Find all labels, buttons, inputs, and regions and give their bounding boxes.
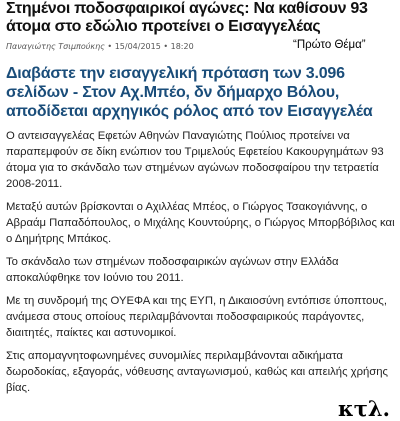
publish-time: 18:20 bbox=[170, 42, 194, 51]
article-subheading: Διαβάστε την εισαγγελική πρόταση των 3.096 σελίδων - Στον Αχ.Μπέο, δν δήμαρχο Βόλου, αποδίδεται αρχηγικός ρόλος από τον Εισαγγελέα bbox=[6, 65, 373, 120]
article-paragraph: Στις απομαγνητοφωνημένες συνομιλίες περιλαμβάνονται αδικήματα δωροδοκίας, εξαγοράς, νόθευσης ανταγωνισμού, καθώς και απειλής χρήσης βίας. bbox=[6, 350, 388, 394]
article-paragraph: Το σκάνδαλο των στημένων ποδοσφαιρικών αγώνων στην Ελλάδα αποκαλύφθηκε τον Ιούνιο του 2011. bbox=[6, 256, 339, 284]
byline-separator: • bbox=[107, 42, 115, 51]
author-name[interactable]: Παναγιώτης Τσιμπούκης bbox=[6, 42, 105, 51]
article-byline bbox=[6, 42, 194, 51]
byline-separator: • bbox=[163, 42, 171, 51]
publish-date: 15/04/2015 bbox=[114, 42, 161, 51]
article-headline: Στημένοι ποδοσφαιρικοί αγώνες: Να καθίσουν 93 άτομα στο εδώλιο προτείνει ο Εισαγγελέας bbox=[6, 0, 368, 35]
article-paragraph: Με τη συνδρομή της ΟΥΕΦΑ και της ΕΥΠ, η Δικαιοσύνη εντόπισε ύποπτους, ανάμεσα στους οποίους περιλαμβάνονται ποδοσφαιρικούς παράγοντες, διαιτητές, παίκτες και αστυνομικοί. bbox=[6, 295, 387, 339]
article-paragraph: Ο αντεισαγγελέας Εφετών Αθηνών Παναγιώτης Πούλιος προτείνει να παραπεμφούν σε δίκη ενώπιον του Τριμελούς Εφετείου Κακουργημάτων 93 άτομα για το σκάνδαλο των στημένων αγώνων ποδοσφαίρου την τετραετία 2008-2011. bbox=[6, 130, 384, 190]
source-label: “Πρώτο Θέμα” bbox=[293, 39, 366, 51]
article-body bbox=[6, 128, 398, 403]
ending-annotation: κτλ. bbox=[338, 396, 390, 421]
article-paragraph: Μεταξύ αυτών βρίσκονται ο Αχιλλέας Μπέος, ο Γιώργος Τσακογιάννης, ο Αβραάμ Παπαδόπουλος, ο Μιχάλης Κουντούρης, ο Γιώργος Μπορβόβιλος και ο Δημήτρης Μπάκος. bbox=[6, 201, 395, 245]
